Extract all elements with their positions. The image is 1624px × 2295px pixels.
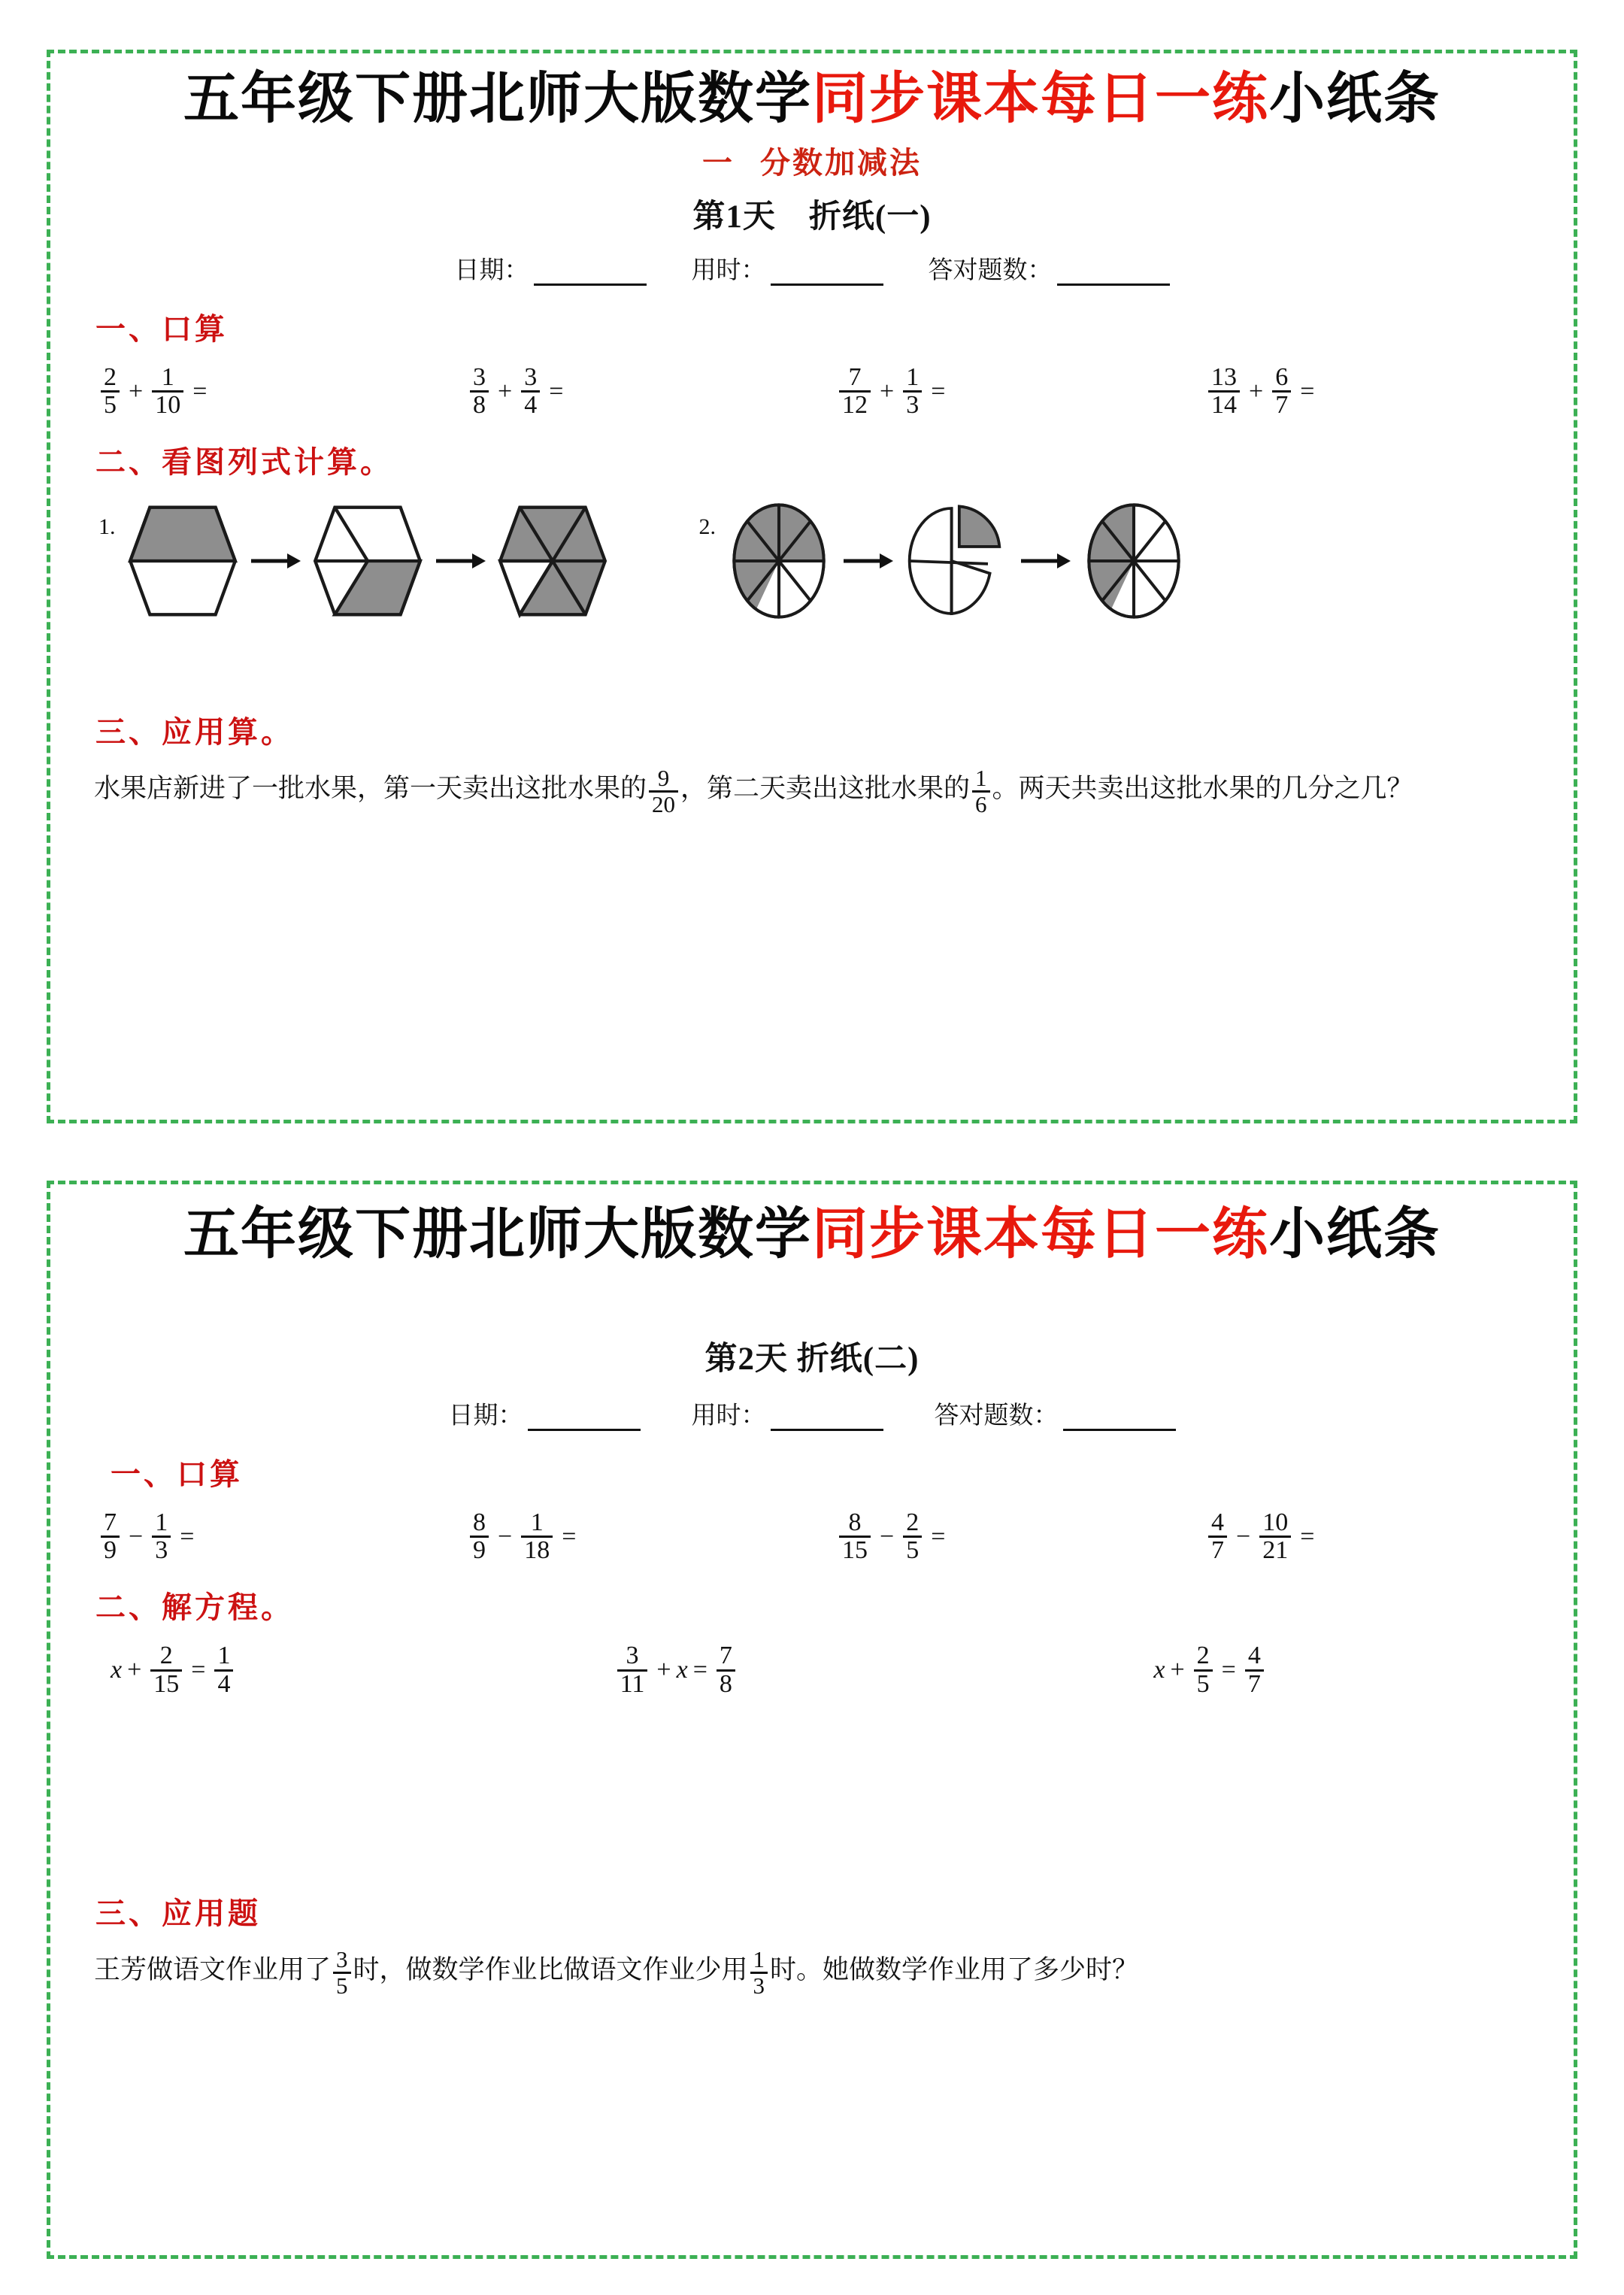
date-label: 日期： xyxy=(454,256,529,284)
circle-three-eighths-shaded-icon xyxy=(1081,501,1186,621)
denominator: 3 xyxy=(152,1536,171,1564)
banner-red-middle: 同步课本每日一练 xyxy=(812,66,1269,131)
section-2-equation-row xyxy=(50,1643,1574,1697)
date-label: 日期： xyxy=(448,1402,523,1429)
problem-item xyxy=(1204,1510,1574,1564)
denominator: 6 xyxy=(972,790,990,817)
section-2-heading: 二、看图列式计算。 xyxy=(95,445,393,480)
section-1-heading: 一、口算 xyxy=(111,1457,243,1491)
meta-row xyxy=(50,250,1574,286)
fraction xyxy=(839,1510,871,1564)
date-field[interactable] xyxy=(449,1396,641,1431)
equals-sign: = xyxy=(192,377,208,405)
picture-problem-1 xyxy=(98,501,609,621)
numerator: 1 xyxy=(906,362,920,391)
denominator: 4 xyxy=(214,1669,233,1698)
denominator: 4 xyxy=(521,390,540,419)
denominator: 8 xyxy=(717,1669,735,1698)
fraction xyxy=(903,1510,922,1564)
numerator: 1 xyxy=(975,764,987,791)
problem-item xyxy=(1204,362,1574,420)
banner-black-suffix: 小纸条 xyxy=(1269,66,1441,131)
numerator: 7 xyxy=(104,1508,117,1536)
fraction xyxy=(1245,1643,1264,1697)
meta-row xyxy=(50,1396,1574,1431)
numerator: 3 xyxy=(626,1642,639,1670)
item-index: 2. xyxy=(698,514,716,540)
denominator: 7 xyxy=(1245,1669,1264,1698)
arrow-right-icon xyxy=(841,546,895,576)
score-label: 答对题数： xyxy=(928,256,1053,284)
numerator: 1 xyxy=(753,1946,765,1973)
section-1-heading: 一、口算 xyxy=(95,311,228,346)
date-blank[interactable] xyxy=(534,261,647,286)
fraction xyxy=(470,1510,489,1564)
equation-item xyxy=(531,1643,1034,1697)
operator: + xyxy=(880,377,895,405)
fraction xyxy=(1208,362,1240,420)
fraction xyxy=(101,1510,120,1564)
numerator: 6 xyxy=(1275,362,1289,391)
numerator: 4 xyxy=(1247,1642,1261,1670)
denominator: 5 xyxy=(1194,1669,1213,1698)
banner-black-prefix: 五年级下册北师大版数学 xyxy=(183,1202,812,1266)
fraction xyxy=(521,362,540,420)
numerator: 1 xyxy=(155,1508,168,1536)
numerator: 13 xyxy=(1211,362,1237,391)
equals-sign: = xyxy=(180,1522,195,1551)
chapter-line xyxy=(50,139,1574,182)
denominator: 15 xyxy=(150,1669,182,1698)
score-label: 答对题数： xyxy=(934,1402,1059,1429)
operator: + xyxy=(129,377,144,405)
section-3-heading: 三、应用算。 xyxy=(95,715,294,750)
equals-sign: = xyxy=(692,1656,707,1684)
denominator: 5 xyxy=(903,1536,922,1564)
fraction xyxy=(617,1643,648,1697)
fraction xyxy=(903,362,922,420)
fraction xyxy=(972,766,990,816)
denominator: 12 xyxy=(839,390,871,419)
fraction xyxy=(521,1510,553,1564)
time-label: 用时： xyxy=(691,1402,766,1429)
problem-item xyxy=(466,1510,835,1564)
operator: − xyxy=(129,1522,144,1551)
numerator: 2 xyxy=(906,1508,920,1536)
equals-sign: = xyxy=(1300,377,1315,405)
circle-quarter-removed-icon xyxy=(904,501,1009,621)
score-blank[interactable] xyxy=(1057,261,1170,286)
spacer xyxy=(50,621,1574,689)
fraction xyxy=(333,1948,351,1997)
worksheet-day-2 xyxy=(47,1181,1577,2259)
fraction xyxy=(152,362,183,420)
numerator: 7 xyxy=(848,362,862,391)
problem-item xyxy=(835,1510,1204,1564)
fraction xyxy=(101,362,120,420)
numerator: 8 xyxy=(848,1508,862,1536)
fraction xyxy=(152,1510,171,1564)
denominator: 10 xyxy=(152,390,183,419)
worksheet-banner-title xyxy=(50,1202,1574,1266)
numerator: 9 xyxy=(657,764,670,791)
operator: + xyxy=(498,377,513,405)
banner-black-prefix: 五年级下册北师大版数学 xyxy=(183,66,812,131)
denominator: 5 xyxy=(333,1972,351,1998)
section-3-heading: 三、应用题 xyxy=(95,1896,261,1931)
problem-item xyxy=(835,362,1204,420)
item-index: 1. xyxy=(98,514,116,540)
numerator: 3 xyxy=(473,362,486,391)
score-field[interactable] xyxy=(935,1396,1176,1431)
problem-item xyxy=(466,362,835,420)
numerator: 2 xyxy=(159,1642,173,1670)
numerator: 1 xyxy=(217,1642,231,1670)
word-problem-part-3: 。两天共卖出这批水果的几分之几？ xyxy=(992,774,1413,804)
denominator: 7 xyxy=(1272,390,1291,419)
denominator: 7 xyxy=(1208,1536,1227,1564)
date-blank[interactable] xyxy=(528,1406,641,1431)
word-problem-text xyxy=(94,1945,1535,1997)
numerator: 3 xyxy=(524,362,538,391)
circle-five-eighths-shaded-icon xyxy=(726,501,832,621)
numerator: 8 xyxy=(473,1508,486,1536)
fraction xyxy=(750,1948,768,1997)
score-blank[interactable] xyxy=(1063,1406,1176,1431)
section-1-problem-row xyxy=(50,362,1574,420)
word-problem-part-1: 王芳做语文作业用了 xyxy=(94,1955,332,1985)
worksheet-banner-title xyxy=(50,66,1574,131)
word-problem-part-2: 时，做数学作业比做语文作业少用 xyxy=(353,1955,748,1985)
equals-sign: = xyxy=(1300,1522,1315,1551)
worksheet-day-1 xyxy=(47,50,1577,1123)
hexagon-half-shaded-icon xyxy=(126,501,239,621)
denominator: 9 xyxy=(101,1536,120,1564)
picture-problems xyxy=(50,501,1574,621)
chapter-title: 分数加减法 xyxy=(760,145,922,180)
date-field[interactable] xyxy=(455,250,647,286)
hexagon-folded-icon xyxy=(311,501,424,621)
hexagon-six-parts-icon xyxy=(496,501,609,621)
denominator: 14 xyxy=(1208,390,1240,419)
numerator: 3 xyxy=(336,1946,348,1973)
variable-x: x xyxy=(1153,1656,1165,1684)
numerator: 4 xyxy=(1211,1508,1224,1536)
fraction xyxy=(470,362,489,420)
equation-item xyxy=(111,1643,531,1697)
equals-sign: = xyxy=(1221,1656,1236,1684)
numerator: 1 xyxy=(161,362,174,391)
denominator: 18 xyxy=(521,1536,553,1564)
operator: + xyxy=(1249,377,1264,405)
section-2-heading: 二、解方程。 xyxy=(95,1590,294,1625)
fraction xyxy=(717,1643,735,1697)
fraction xyxy=(649,766,678,816)
equals-sign: = xyxy=(931,1522,946,1551)
fraction xyxy=(1259,1510,1291,1564)
variable-x: x xyxy=(676,1656,688,1684)
fraction xyxy=(214,1643,233,1697)
time-field[interactable] xyxy=(692,250,883,286)
problem-item xyxy=(97,362,466,420)
denominator: 15 xyxy=(839,1536,871,1564)
time-field[interactable] xyxy=(692,1396,883,1431)
section-1-problem-row xyxy=(50,1510,1574,1564)
denominator: 21 xyxy=(1259,1536,1291,1564)
numerator: 2 xyxy=(1196,1642,1210,1670)
time-label: 用时： xyxy=(691,256,766,284)
equals-sign: = xyxy=(191,1656,206,1684)
day-title: 第1天 折纸(一) xyxy=(692,199,932,235)
equals-sign: = xyxy=(931,377,946,405)
equals-sign: = xyxy=(549,377,564,405)
time-blank[interactable] xyxy=(771,261,883,286)
numerator: 1 xyxy=(530,1508,544,1536)
banner-red-middle: 同步课本每日一练 xyxy=(812,1202,1269,1266)
fraction xyxy=(1194,1643,1213,1697)
word-problem-part-1: 水果店新进了一批水果，第一天卖出这批水果的 xyxy=(94,774,647,804)
denominator: 11 xyxy=(617,1669,648,1698)
word-problem-part-2: ，第二天卖出这批水果的 xyxy=(680,774,971,804)
arrow-right-icon xyxy=(248,546,302,576)
operator: − xyxy=(498,1522,513,1551)
day-title: 第2天 折纸(二) xyxy=(704,1341,920,1377)
fraction xyxy=(1208,1510,1227,1564)
numerator: 7 xyxy=(719,1642,732,1670)
chapter-number: 一 xyxy=(702,145,735,180)
denominator: 8 xyxy=(470,390,489,419)
denominator: 5 xyxy=(101,390,120,419)
operator: − xyxy=(880,1522,895,1551)
equation-item xyxy=(1033,1643,1574,1697)
denominator: 9 xyxy=(470,1536,489,1564)
fraction xyxy=(150,1643,182,1697)
arrow-right-icon xyxy=(433,546,487,576)
time-blank[interactable] xyxy=(771,1406,883,1431)
operator: − xyxy=(1236,1522,1251,1551)
word-problem-text xyxy=(94,763,1535,816)
spacer xyxy=(50,1697,1574,1870)
denominator: 3 xyxy=(750,1972,768,1998)
numerator: 10 xyxy=(1262,1508,1289,1536)
problem-item xyxy=(97,1510,466,1564)
fraction xyxy=(1272,362,1291,420)
variable-x: x xyxy=(111,1656,123,1684)
numerator: 2 xyxy=(104,362,117,391)
denominator: 20 xyxy=(649,790,678,817)
word-problem-part-3: 时。她做数学作业用了多少时？ xyxy=(770,1955,1139,1985)
score-field[interactable] xyxy=(929,250,1170,286)
equals-sign: = xyxy=(562,1522,577,1551)
operator: + xyxy=(127,1656,142,1684)
arrow-right-icon xyxy=(1018,546,1072,576)
operator: + xyxy=(1170,1656,1185,1684)
fraction xyxy=(839,362,871,420)
denominator: 3 xyxy=(903,390,922,419)
picture-problem-2 xyxy=(699,501,1187,621)
banner-black-suffix: 小纸条 xyxy=(1269,1202,1441,1266)
operator: + xyxy=(656,1656,671,1684)
